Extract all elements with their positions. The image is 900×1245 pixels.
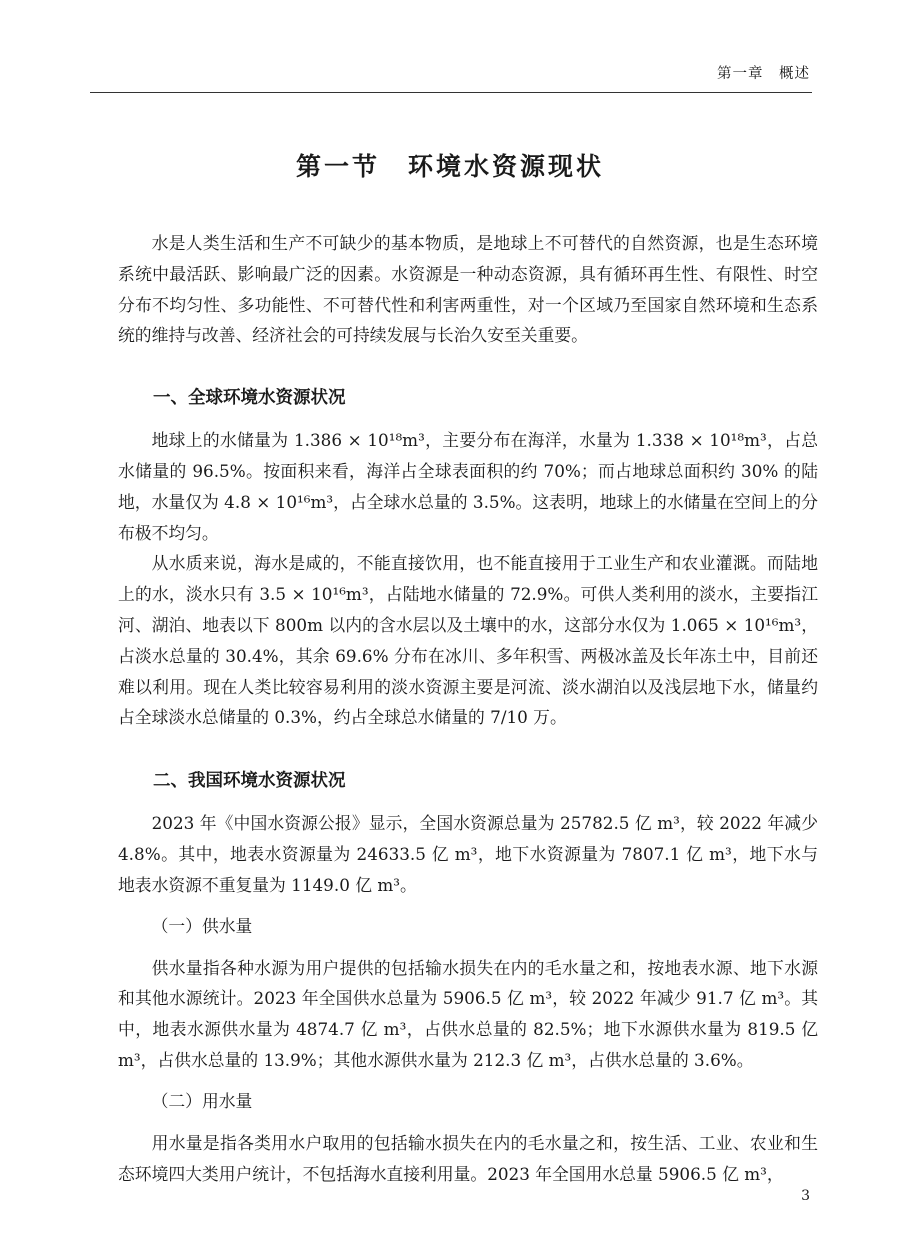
heading-global-water: 一、全球环境水资源状况 <box>153 388 346 409</box>
header-rule <box>90 92 812 93</box>
use-paragraph: 用水量是指各类用水户取用的包括输水损失在内的毛水量之和，按生活、工业、农业和生态环境四大类用户统计，不包括海水直接利用量。2023 年全国用水总量 5906.5 亿 m³， <box>118 1132 818 1184</box>
page-number: 3 <box>801 1188 810 1204</box>
global-paragraph-2: 从水质来说，海水是咸的，不能直接饮用，也不能直接用于工业生产和农业灌溉。而陆地上的水，淡水只有 3.5 × 10¹⁶m³，占陆地水储量的 72.9%。可供人类利用的淡水，主要指江河、湖泊、地表以下 800m 以内的含水层以及土壤中的水，这部分水仅为 1.065 × 10¹⁶m³，占淡水总量的 30.4%，其余 69.6% 分布在冰川、多年积雪、两极冰盖及长年冻土中，目前还难以利用。现在人类比较容易利用的淡水资源主要是河流、淡水湖泊以及浅层地下水，储量约占全球淡水总储量的 0.3%，约占全球总水储量的 7/10 万。 <box>118 553 818 728</box>
global-paragraph-1: 地球上的水储量为 1.386 × 10¹⁸m³，主要分布在海洋，水量为 1.338 × 10¹⁸m³，占总水储量的 96.5%。按面积来看，海洋占全球表面积的约 70%；而占地球总面积约 30% 的陆地，水量仅为 4.8 × 10¹⁶m³，占全球水总量的 3.5%。这表明，地球上的水储量在空间上的分布极不均匀。 <box>118 430 818 543</box>
heading-water-use: （二）用水量 <box>151 1090 253 1111</box>
page-body <box>118 228 818 1189</box>
section-title: 第一节 环境水资源现状 <box>295 152 604 181</box>
china-paragraph-1: 2023 年《中国水资源公报》显示，全国水资源总量为 25782.5 亿 m³，较 2022 年减少 4.8%。其中，地表水资源量为 24633.5 亿 m³，地下水资源量为 7807.1 亿 m³，地下水与地表水资源不重复量为 1149.0 亿 m³。 <box>118 813 818 895</box>
running-header: 第一章 概述 <box>717 66 810 82</box>
heading-water-supply: （一）供水量 <box>151 915 253 936</box>
heading-china-water: 二、我国环境水资源状况 <box>153 771 346 792</box>
intro-paragraph: 水是人类生活和生产不可缺少的基本物质，是地球上不可替代的自然资源，也是生态环境系统中最活跃、影响最广泛的因素。水资源是一种动态资源，具有循环再生性、有限性、时空分布不均匀性、多功能性、不可替代性和利害两重性，对一个区域乃至国家自然环境和生态系统的维持与改善、经济社会的可持续发展与长治久安至关重要。 <box>118 233 818 346</box>
supply-paragraph: 供水量指各种水源为用户提供的包括输水损失在内的毛水量之和，按地表水源、地下水源和其他水源统计。2023 年全国供水总量为 5906.5 亿 m³，较 2022 年减少 91.7 亿 m³。其中，地表水源供水量为 4874.7 亿 m³，占供水总量的 82.5%；地下水源供水量为 819.5 亿 m³，占供水总量的 13.9%；其他水源供水量为 212.3 亿 m³，占供水总量的 3.6%。 <box>118 957 818 1070</box>
